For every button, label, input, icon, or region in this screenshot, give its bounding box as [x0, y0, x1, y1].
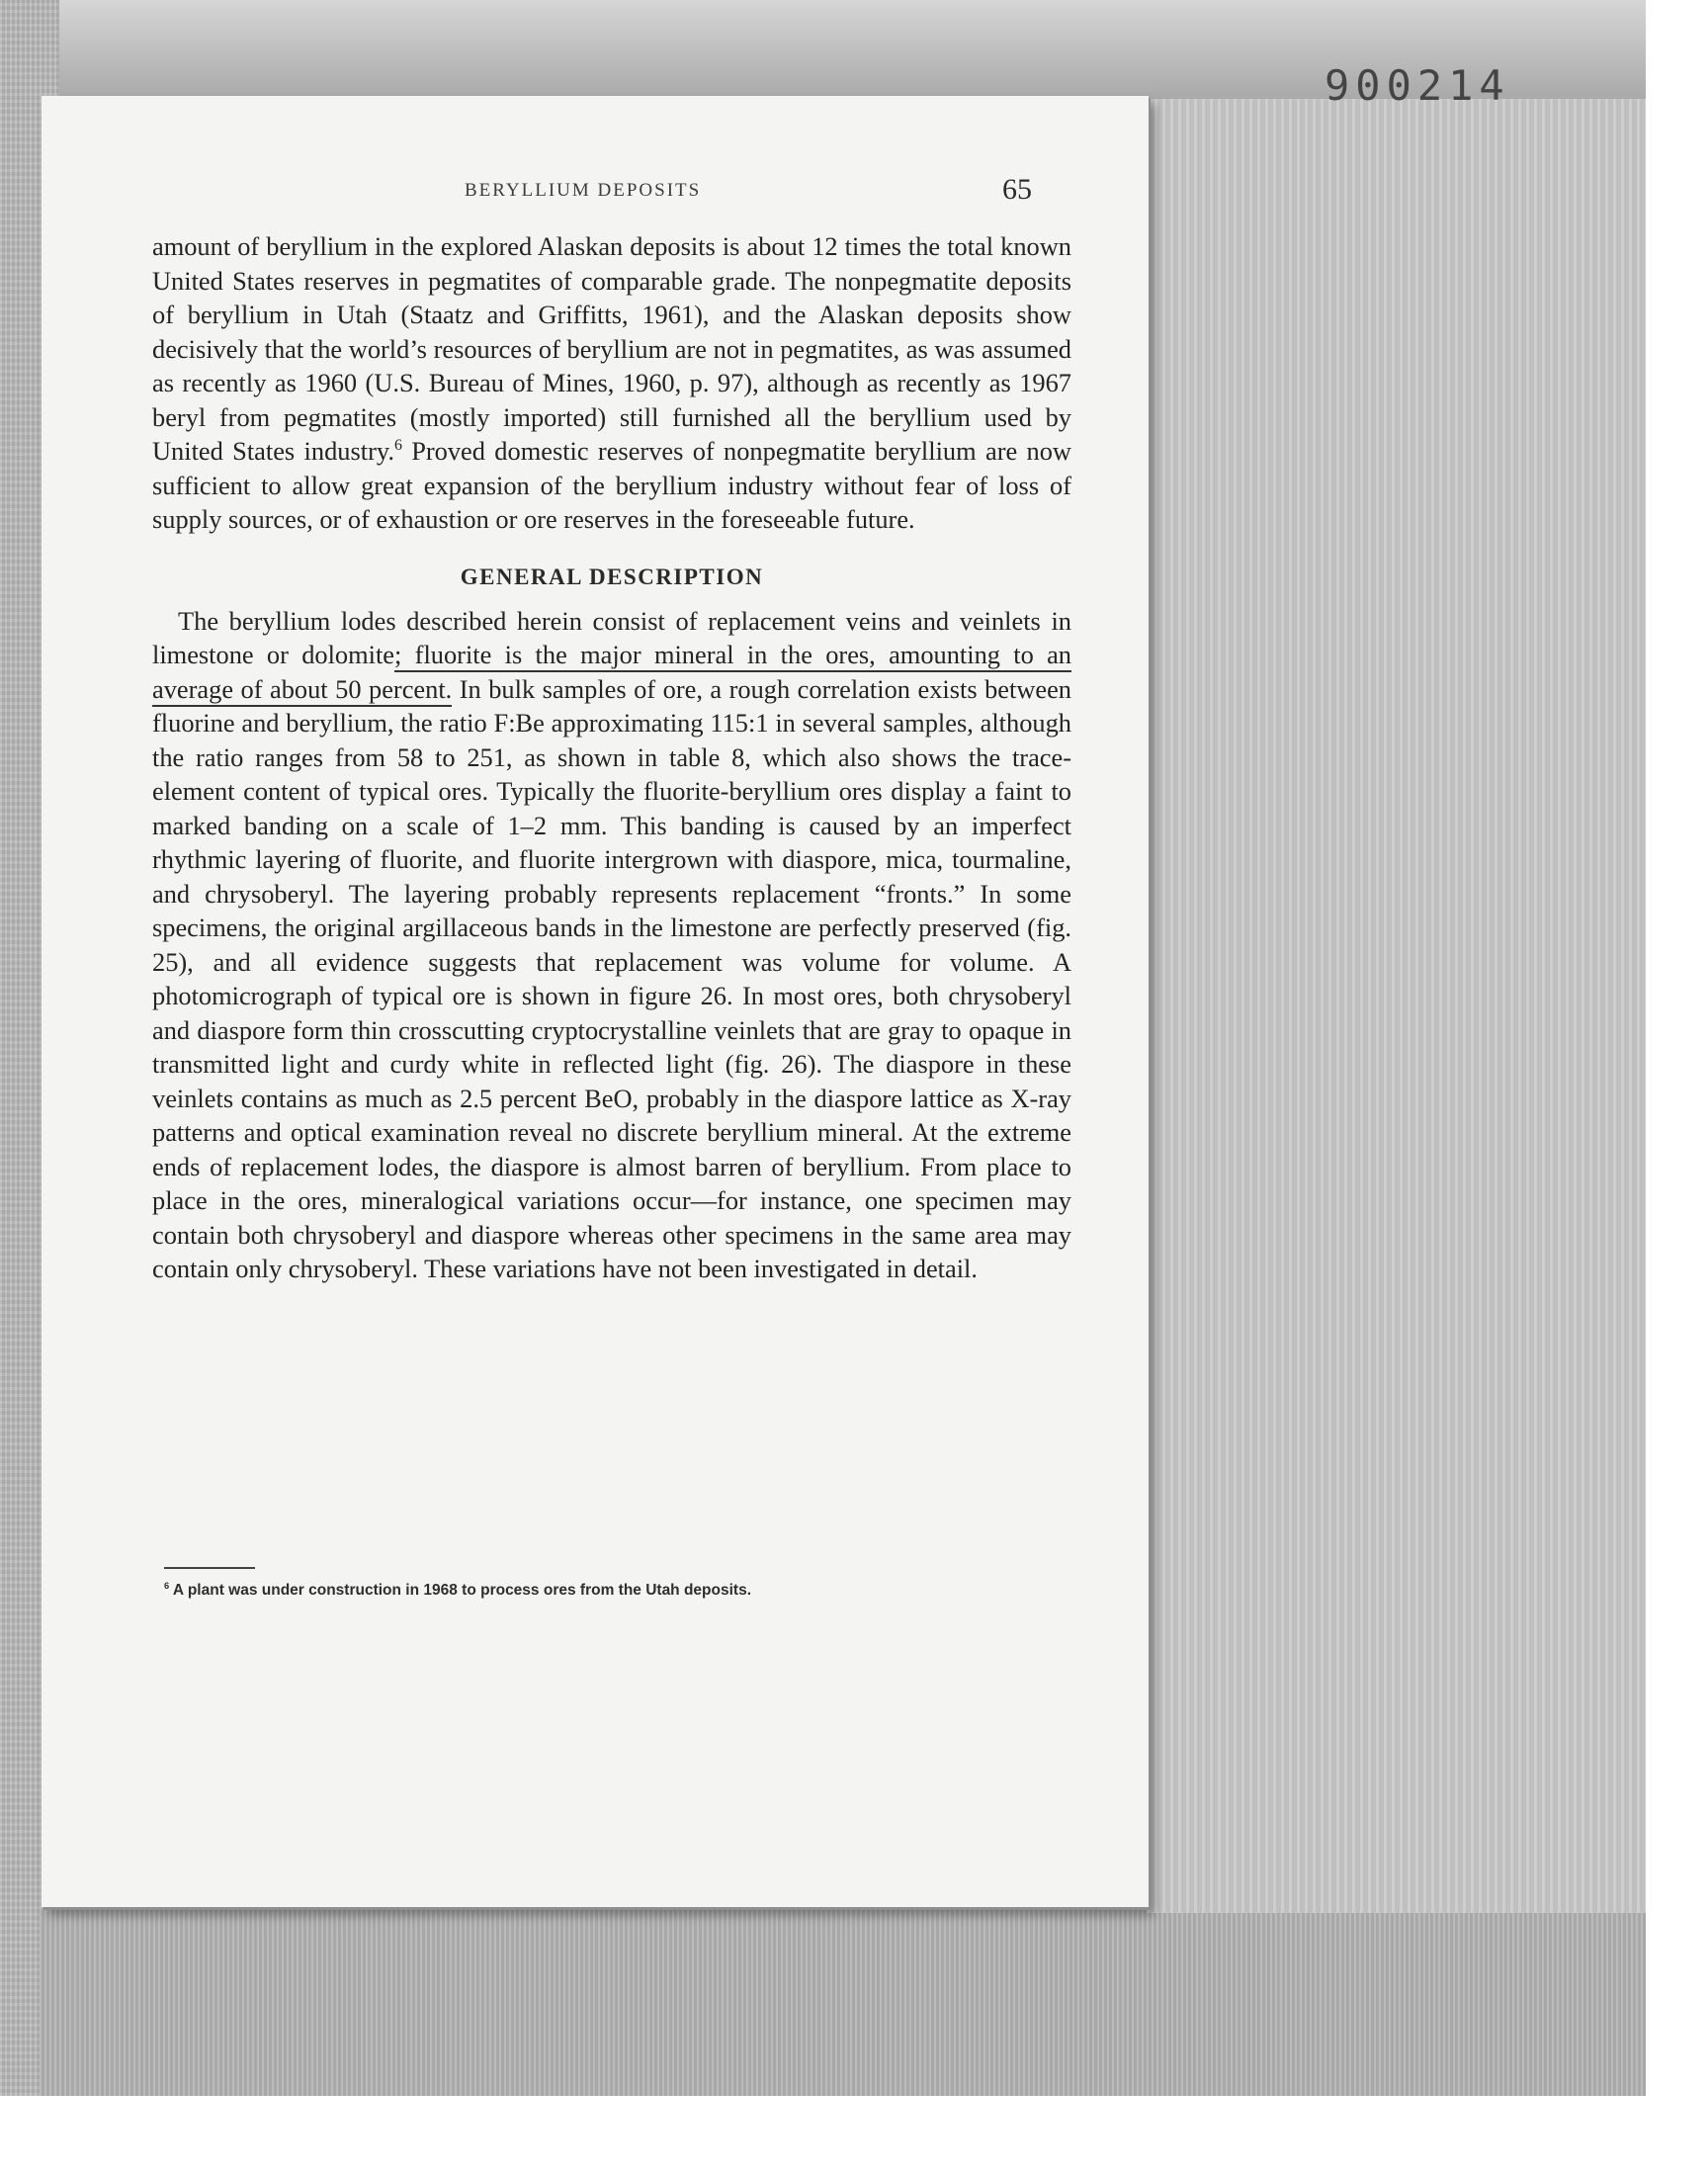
scan-right-margin	[1147, 99, 1646, 2096]
footnote-text: A plant was under construction in 1968 to process ores from the Utah deposits.	[169, 1582, 751, 1599]
handwritten-underline-passage: ; fluorite is the major mineral in the ores, amounting to an average of about 50 percent.	[152, 640, 1071, 707]
paragraph-intro-continuation: Proved domestic reserves of nonpegmatite beryllium are now sufficient to allow great expansion of the beryllium industry without fear of loss of supply sources, or of exhaustion or ore reserves in the foreseeable future.	[152, 436, 1071, 534]
scan-bottom-margin	[40, 1913, 1646, 2096]
body-text	[152, 229, 1071, 1286]
paragraph-intro-text: amount of beryllium in the explored Alaskan deposits is about 12 times the total known United States reserves in pegmatites of comparable grade. The nonpegmatite deposits of beryllium in Utah (Staatz and Griffitts, 1961), and the Alaskan deposits show decisively that the world’s resources of beryllium are not in pegmatites, as was assumed as recently as 1960 (U.S. Bureau of Mines, 1960, p. 97), although as recently as 1967 beryl from pegmatites (mostly imported) still furnished all the beryllium used by United States industry.	[152, 231, 1071, 466]
footnote-marker: 6	[164, 1580, 170, 1591]
footnote	[164, 1582, 1054, 1600]
running-head: BERYLLIUM DEPOSITS	[465, 180, 702, 201]
stamp-number: 900214	[1324, 61, 1510, 110]
page-number: 65	[1002, 173, 1032, 206]
footnote-reference: 6	[393, 437, 402, 455]
footnote-divider	[164, 1567, 255, 1569]
document-page	[42, 96, 1149, 1907]
paragraph-description-start: The beryllium lodes described herein consist of replacement veins and veinlets in limestone or dolomite	[152, 605, 1071, 669]
paragraph-description	[152, 604, 1071, 1286]
paragraph-intro	[152, 229, 1071, 537]
section-heading: GENERAL DESCRIPTION	[460, 564, 764, 589]
paragraph-description-rest: In bulk samples of ore, a rough correlation exists between fluorine and beryllium, the ratio F:Be approximating 115:1 in several samples, although the ratio ranges from 58 to 251, as shown in table 8, which also shows the trace-element content of typical ores. Typically the fluorite-beryllium ores display a faint to marked banding on a scale of 1–2 mm. This banding is caused by an imperfect rhythmic layering of fluorite, and fluorite intergrown with diaspore, mica, tourmaline, and chrysoberyl. The layering probably represents replacement “fronts.” In some specimens, the original argillaceous bands in the limestone are perfectly preserved (fig. 25), and all evidence suggests that replacement was volume for volume. A photomicrograph of typical ore is shown in figure 26. In most ores, both chrysoberyl and diaspore form thin crosscutting cryptocrystalline veinlets that are gray to opaque in transmitted light and curdy white in reflected light (fig. 26). The diaspore in these veinlets contains as much as 2.5 percent BeO, probably in the diaspore lattice as X-ray patterns and optical examination reveal no discrete beryllium mineral. At the extreme ends of replacement lodes, the diaspore is almost barren of beryllium. From place to place in the ores, mineralogical variations occur—for instance, one specimen may contain both chrysoberyl and diaspore whereas other specimens in the same area may contain only chrysoberyl. These variations have not been investigated in detail.	[152, 673, 1072, 1283]
